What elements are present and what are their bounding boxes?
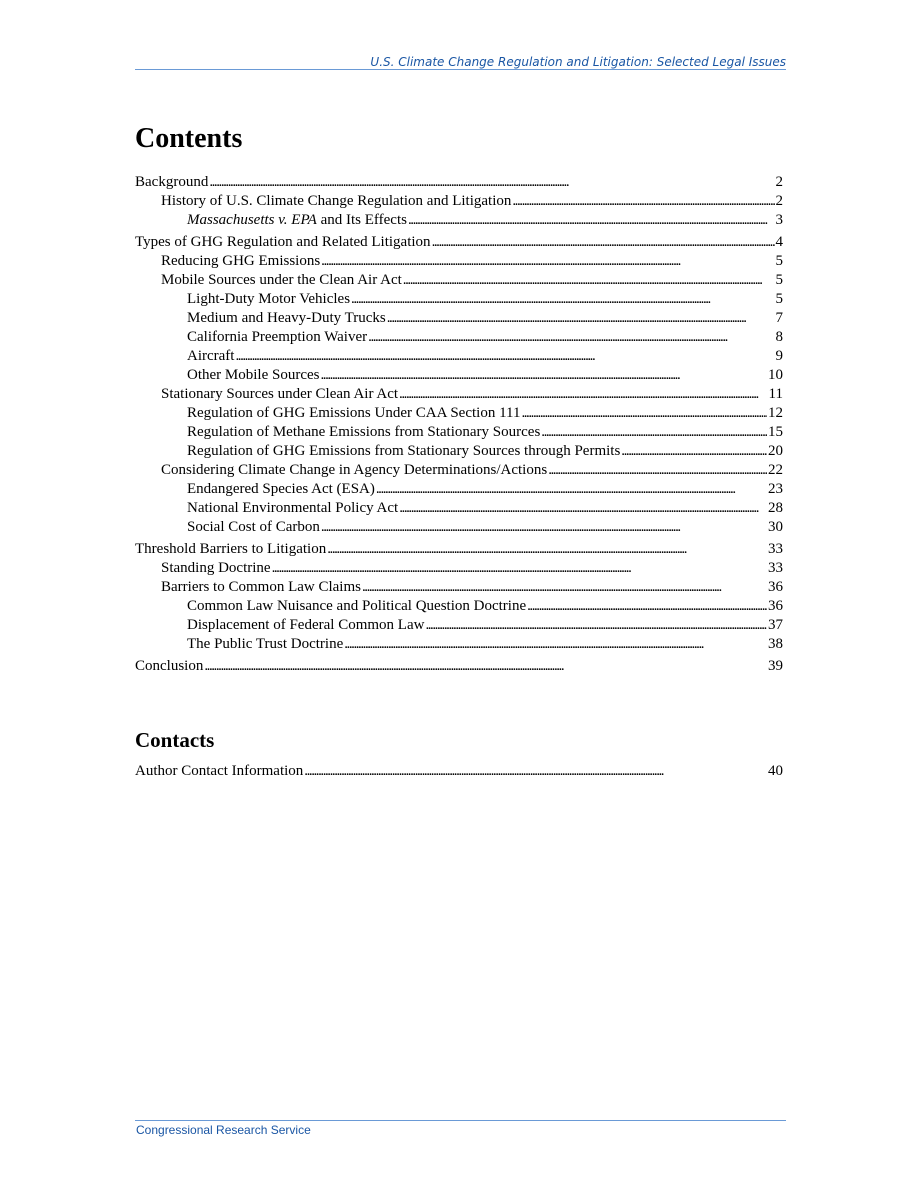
toc-entry-page: 9 — [775, 348, 783, 364]
toc-entry-title[interactable] — [161, 192, 511, 211]
toc-entry-title[interactable] — [187, 347, 234, 366]
dot-leader — [327, 540, 767, 559]
dot-leader — [344, 635, 767, 654]
dot-leader — [521, 404, 767, 423]
toc-entry-page: 8 — [775, 329, 783, 345]
toc-entry[interactable] — [135, 211, 783, 230]
toc-entry[interactable] — [135, 404, 783, 423]
footer-rule — [135, 1120, 786, 1121]
dot-leader — [368, 328, 774, 347]
dot-leader — [320, 366, 767, 385]
toc-entry[interactable] — [135, 499, 783, 518]
toc-entry[interactable] — [135, 442, 783, 461]
toc-entry[interactable] — [135, 347, 783, 366]
toc-entry-title-text: Displacement of Federal Common Law — [187, 617, 425, 633]
toc-entry[interactable] — [135, 461, 783, 480]
toc-entry[interactable] — [135, 252, 783, 271]
toc-entry-page: 7 — [775, 310, 783, 326]
toc-entry-page: 15 — [768, 424, 783, 440]
toc-entry-title[interactable] — [187, 635, 343, 654]
toc-entry-page: 5 — [775, 291, 783, 307]
toc-entry-title[interactable] — [187, 211, 407, 230]
dot-leader — [403, 271, 775, 290]
dot-leader — [351, 290, 774, 309]
toc-entry-page: 38 — [768, 636, 783, 652]
toc-entry-title-text: Endangered Species Act (ESA) — [187, 481, 375, 497]
dot-leader — [621, 442, 767, 461]
toc-entry-title-text: Stationary Sources under Clean Air Act — [161, 386, 399, 402]
toc-entry[interactable] — [135, 423, 783, 442]
dot-leader — [321, 252, 774, 271]
toc-entry-title-text: Reducing GHG Emissions — [161, 253, 321, 269]
toc-entry-title-text: Regulation of GHG Emissions from Stationary Sources through Permits — [187, 443, 621, 459]
toc-entry-title-text: History of U.S. Climate Change Regulation and Litigation — [161, 193, 512, 209]
toc-entry-title[interactable] — [161, 578, 361, 597]
toc-entry-title-text: Author Contact Information — [135, 763, 304, 779]
dot-leader — [272, 559, 767, 578]
toc-entry[interactable] — [135, 385, 783, 404]
toc-entry-title-text: Medium and Heavy-Duty Trucks — [187, 310, 386, 326]
toc-entry-title[interactable] — [187, 616, 424, 635]
dot-leader — [548, 461, 767, 480]
toc-entry[interactable] — [135, 290, 783, 309]
toc-entry-title[interactable] — [135, 233, 431, 252]
toc-entry-title-text: Social Cost of Carbon — [187, 519, 320, 535]
toc-entry-title[interactable] — [161, 252, 320, 271]
toc-entry-page: 11 — [768, 386, 783, 402]
toc-entry[interactable] — [135, 635, 783, 654]
toc-entry[interactable] — [135, 657, 783, 676]
toc-entry-page: 5 — [775, 272, 783, 288]
contacts-list — [135, 762, 783, 781]
toc-entry-page: 5 — [775, 253, 783, 269]
toc-entry[interactable] — [135, 271, 783, 290]
toc-entry-title-text: National Environmental Policy Act — [187, 500, 399, 516]
toc-entry-title-text: Regulation of Methane Emissions from Stationary Sources — [187, 424, 541, 440]
toc-entry-title-text: Barriers to Common Law Claims — [161, 579, 361, 595]
toc-entry[interactable] — [135, 173, 783, 192]
contents-title: Contents — [135, 123, 243, 154]
toc-entry-title[interactable] — [135, 540, 326, 559]
toc-entry-title[interactable] — [161, 461, 547, 480]
toc-entry-page: 2 — [775, 174, 783, 190]
toc-entry-title[interactable] — [187, 309, 386, 328]
toc-entry-title[interactable] — [187, 290, 350, 309]
toc-entry-page: 10 — [768, 367, 783, 383]
dot-leader — [387, 309, 775, 328]
toc-entry-page: 22 — [768, 462, 783, 478]
toc-entry-title-text: Conclusion — [135, 658, 204, 674]
dot-leader — [304, 762, 767, 781]
toc-entry-title[interactable] — [161, 385, 398, 404]
dot-leader — [541, 423, 767, 442]
toc-entry-title-text: Aircraft — [187, 348, 235, 364]
toc-entry-title-text: Considering Climate Change in Agency Determinations/Actions — [161, 462, 548, 478]
toc-entry-title[interactable] — [187, 597, 526, 616]
toc-entry-title-text: Types of GHG Regulation and Related Litigation — [135, 234, 431, 250]
toc-entry-page: 3 — [775, 212, 783, 228]
toc-entry-title[interactable] — [187, 423, 540, 442]
toc-entry-page: 12 — [768, 405, 783, 421]
toc-entry-title-text: Regulation of GHG Emissions Under CAA Section 111 — [187, 405, 521, 421]
toc-entry-page: 4 — [775, 234, 783, 250]
toc-entry-title[interactable] — [187, 442, 620, 461]
toc-entry-title[interactable] — [135, 762, 303, 781]
dot-leader — [204, 657, 767, 676]
toc-entry-title[interactable] — [187, 328, 367, 347]
contacts-title: Contacts — [135, 728, 215, 752]
toc-entry-page: 36 — [768, 579, 783, 595]
toc-entry[interactable] — [135, 480, 783, 499]
toc-entry-page: 33 — [768, 541, 783, 557]
dot-leader — [512, 192, 774, 211]
toc-entry-page: 37 — [768, 617, 783, 633]
toc-entry-page: 23 — [768, 481, 783, 497]
footer-publisher: Congressional Research Service — [136, 1123, 311, 1137]
toc-entry-page: 40 — [768, 763, 783, 779]
toc-entry-title-text: California Preemption Waiver — [187, 329, 368, 345]
toc-entry-title-text: Light-Duty Motor Vehicles — [187, 291, 351, 307]
toc-entry-title[interactable] — [187, 518, 320, 537]
toc-entry-page: 39 — [768, 658, 783, 674]
dot-leader — [527, 597, 767, 616]
dot-leader — [321, 518, 767, 537]
toc-entry[interactable] — [135, 233, 783, 252]
toc-entry[interactable] — [135, 366, 783, 385]
toc-entry[interactable] — [135, 309, 783, 328]
dot-leader — [425, 616, 767, 635]
toc-entry[interactable] — [135, 559, 783, 578]
dot-leader — [209, 173, 774, 192]
running-header: U.S. Climate Change Regulation and Litigation: Selected Legal Issues — [370, 55, 786, 69]
toc-entry-page: 33 — [768, 560, 783, 576]
dot-leader — [399, 385, 768, 404]
toc-entry-title[interactable] — [187, 404, 520, 423]
toc-entry-page: 20 — [768, 443, 783, 459]
dot-leader — [362, 578, 767, 597]
toc-entry[interactable] — [135, 328, 783, 347]
dot-leader — [235, 347, 774, 366]
dot-leader — [432, 233, 775, 252]
toc-entry-page: 28 — [768, 500, 783, 516]
header-rule — [135, 69, 786, 70]
toc-entry-title-text: The Public Trust Doctrine — [187, 636, 344, 652]
toc-entry-title-text: and Its Effects — [316, 212, 407, 228]
toc-entry[interactable] — [135, 762, 783, 781]
toc-entry-title-text: Threshold Barriers to Litigation — [135, 541, 327, 557]
toc-entry[interactable] — [135, 597, 783, 616]
toc-entry[interactable] — [135, 616, 783, 635]
toc-entry[interactable] — [135, 540, 783, 559]
dot-leader — [408, 211, 775, 230]
toc-entry-title-text: Mobile Sources under the Clean Air Act — [161, 272, 402, 288]
toc-entry-title[interactable] — [187, 366, 319, 385]
dot-leader — [376, 480, 767, 499]
toc-entry-title-text: Other Mobile Sources — [187, 367, 320, 383]
dot-leader — [399, 499, 767, 518]
toc-entry-title[interactable] — [187, 499, 398, 518]
toc-entry-title-text: Standing Doctrine — [161, 560, 271, 576]
toc-entry-title[interactable] — [161, 271, 402, 290]
toc-entry[interactable] — [135, 192, 783, 211]
toc-entry[interactable] — [135, 578, 783, 597]
toc-entry[interactable] — [135, 518, 783, 537]
toc-entry-page: 30 — [768, 519, 783, 535]
toc-entry-title[interactable] — [187, 480, 375, 499]
toc-entry-page: 2 — [775, 193, 783, 209]
toc-entry-title-text: Common Law Nuisance and Political Question Doctrine — [187, 598, 527, 614]
toc-entry-title[interactable] — [135, 657, 203, 676]
toc-entry-title-text: Background — [135, 174, 209, 190]
toc-entry-title-italic: Massachusetts v. EPA — [187, 212, 317, 228]
table-of-contents — [135, 173, 783, 676]
toc-entry-title[interactable] — [161, 559, 271, 578]
toc-entry-title[interactable] — [135, 173, 208, 192]
toc-entry-page: 36 — [768, 598, 783, 614]
